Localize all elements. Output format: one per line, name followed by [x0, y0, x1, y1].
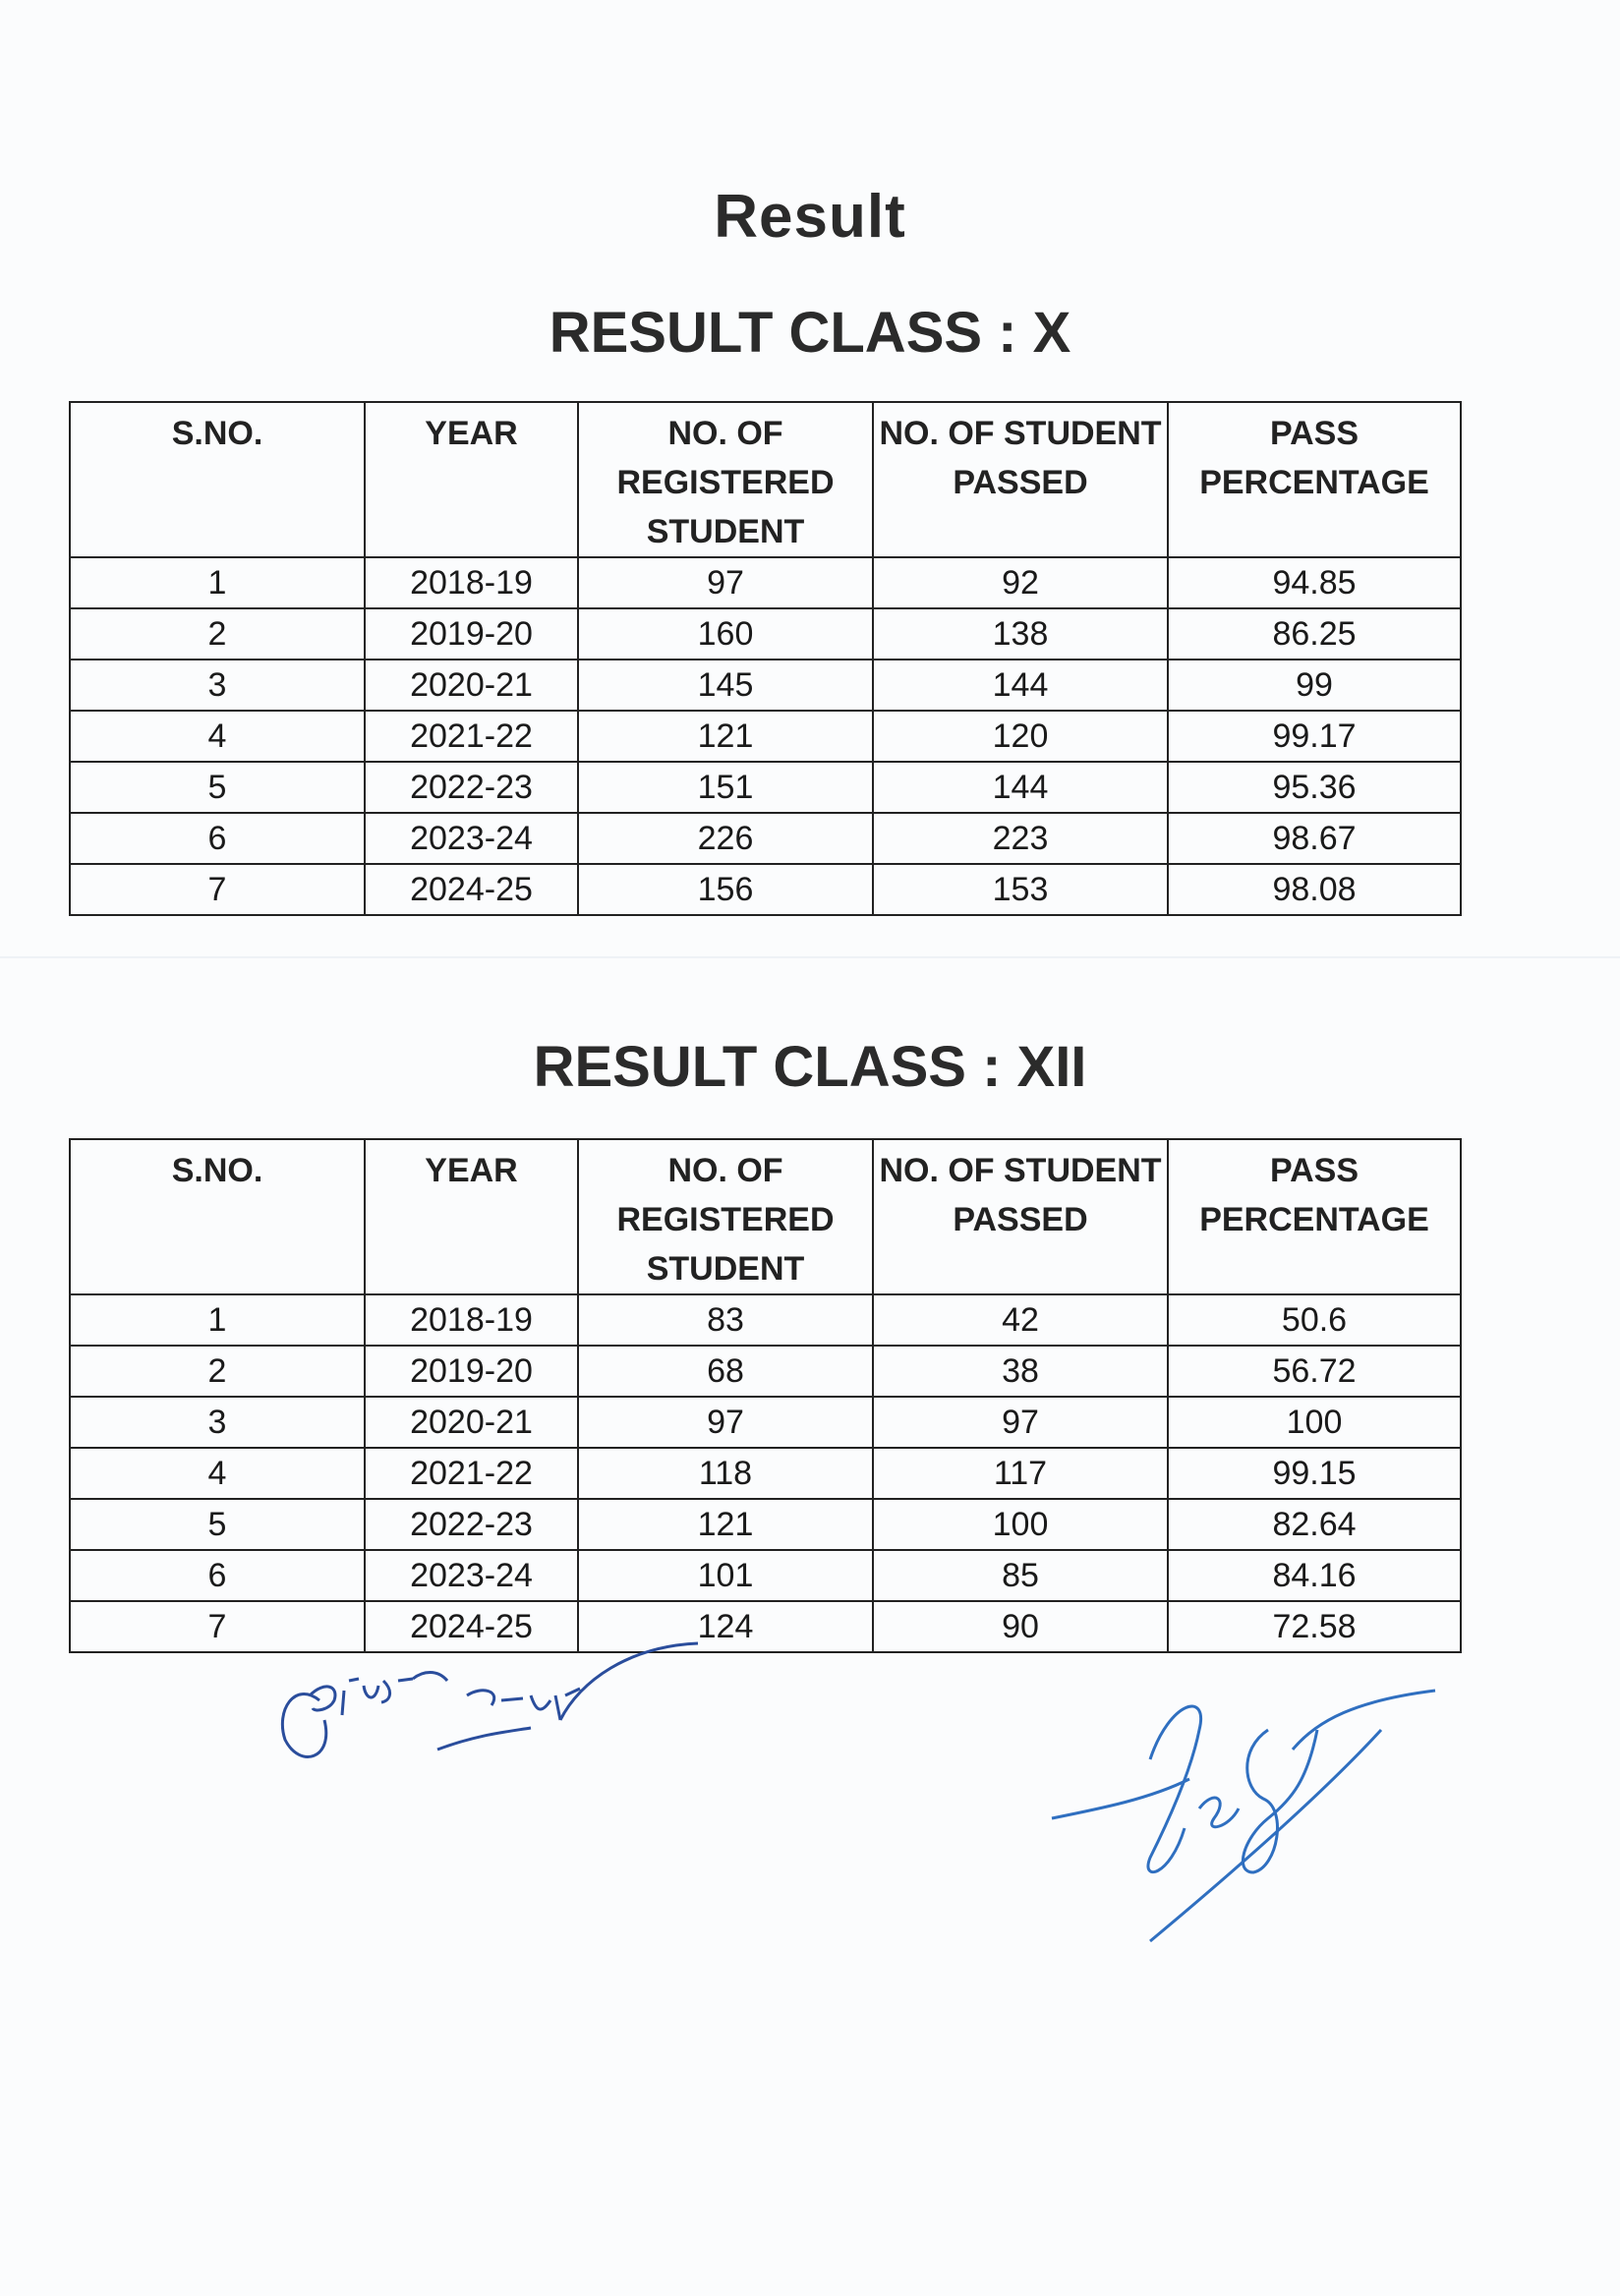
- table-cell: 153: [873, 864, 1168, 915]
- table-cell: 2023-24: [365, 813, 578, 864]
- column-header: PASS PERCENTAGE: [1168, 402, 1461, 557]
- table-cell: 156: [578, 864, 873, 915]
- column-header: YEAR: [365, 402, 578, 557]
- table-cell: 83: [578, 1294, 873, 1346]
- table-cell: 226: [578, 813, 873, 864]
- table-cell: 2024-25: [365, 1601, 578, 1652]
- table-row: [70, 1499, 1461, 1550]
- table-cell: 97: [873, 1397, 1168, 1448]
- table-cell: 121: [578, 1499, 873, 1550]
- table-cell: 2: [70, 1346, 365, 1397]
- table-row: [70, 1397, 1461, 1448]
- section-title-class-xii: RESULT CLASS : XII: [533, 1035, 1087, 1099]
- table-cell: 151: [578, 762, 873, 813]
- table-cell: 95.36: [1168, 762, 1461, 813]
- table-cell: 99.15: [1168, 1448, 1461, 1499]
- table-cell: 7: [70, 1601, 365, 1652]
- table-row: [70, 1294, 1461, 1346]
- table-row: [70, 1448, 1461, 1499]
- table-cell: 6: [70, 813, 365, 864]
- table-cell: 2021-22: [365, 1448, 578, 1499]
- table-cell: 101: [578, 1550, 873, 1601]
- table-cell: 2: [70, 608, 365, 660]
- result-table-class-xii: [69, 1138, 1462, 1653]
- table-cell: 84.16: [1168, 1550, 1461, 1601]
- table-row: [70, 711, 1461, 762]
- table-cell: 90: [873, 1601, 1168, 1652]
- table-cell: 223: [873, 813, 1168, 864]
- table-row: [70, 864, 1461, 915]
- table-cell: 4: [70, 711, 365, 762]
- table-cell: 121: [578, 711, 873, 762]
- table-cell: 2019-20: [365, 608, 578, 660]
- table-cell: 2023-24: [365, 1550, 578, 1601]
- table-cell: 144: [873, 762, 1168, 813]
- table-cell: 85: [873, 1550, 1168, 1601]
- table-cell: 2022-23: [365, 762, 578, 813]
- table-header-row: [70, 1139, 1461, 1294]
- table-cell: 117: [873, 1448, 1168, 1499]
- column-header: S.NO.: [70, 402, 365, 557]
- table-cell: 118: [578, 1448, 873, 1499]
- table-cell: 98.08: [1168, 864, 1461, 915]
- table-cell: 1: [70, 557, 365, 608]
- table-cell: 3: [70, 660, 365, 711]
- table-cell: 97: [578, 557, 873, 608]
- table-cell: 2020-21: [365, 660, 578, 711]
- table-row: [70, 557, 1461, 608]
- table-cell: 145: [578, 660, 873, 711]
- table-row: [70, 608, 1461, 660]
- result-table-class-x: [69, 401, 1462, 916]
- table-cell: 97: [578, 1397, 873, 1448]
- table-cell: 2020-21: [365, 1397, 578, 1448]
- column-header: NO. OF REGISTERED STUDENT: [578, 1139, 873, 1294]
- table-cell: 3: [70, 1397, 365, 1448]
- table-cell: 124: [578, 1601, 873, 1652]
- table-cell: 2018-19: [365, 557, 578, 608]
- column-header: S.NO.: [70, 1139, 365, 1294]
- table-row: [70, 762, 1461, 813]
- table-row: [70, 813, 1461, 864]
- table-cell: 2018-19: [365, 1294, 578, 1346]
- table-cell: 2022-23: [365, 1499, 578, 1550]
- table-cell: 160: [578, 608, 873, 660]
- table-row: [70, 1550, 1461, 1601]
- signature-left: [265, 1641, 708, 1808]
- page-fold-line: [0, 956, 1620, 958]
- table-cell: 2024-25: [365, 864, 578, 915]
- table-cell: 6: [70, 1550, 365, 1601]
- table-cell: 120: [873, 711, 1168, 762]
- signature-right: [1042, 1671, 1455, 1966]
- table-cell: 2019-20: [365, 1346, 578, 1397]
- table-cell: 1: [70, 1294, 365, 1346]
- table-cell: 2021-22: [365, 711, 578, 762]
- table-cell: 86.25: [1168, 608, 1461, 660]
- column-header: NO. OF STUDENT PASSED: [873, 1139, 1168, 1294]
- table-cell: 98.67: [1168, 813, 1461, 864]
- column-header: PASS PERCENTAGE: [1168, 1139, 1461, 1294]
- table-cell: 50.6: [1168, 1294, 1461, 1346]
- page-title: Result: [714, 183, 906, 251]
- table-cell: 68: [578, 1346, 873, 1397]
- table-cell: 56.72: [1168, 1346, 1461, 1397]
- table-cell: 92: [873, 557, 1168, 608]
- column-header: NO. OF STUDENT PASSED: [873, 402, 1168, 557]
- table-cell: 38: [873, 1346, 1168, 1397]
- section-title-class-x: RESULT CLASS : X: [549, 301, 1071, 365]
- table-cell: 5: [70, 1499, 365, 1550]
- table-cell: 99.17: [1168, 711, 1461, 762]
- table-row: [70, 1346, 1461, 1397]
- table-cell: 144: [873, 660, 1168, 711]
- table-cell: 7: [70, 864, 365, 915]
- table-cell: 82.64: [1168, 1499, 1461, 1550]
- table-cell: 99: [1168, 660, 1461, 711]
- table-cell: 42: [873, 1294, 1168, 1346]
- table-cell: 4: [70, 1448, 365, 1499]
- table-cell: 5: [70, 762, 365, 813]
- table-header-row: [70, 402, 1461, 557]
- column-header: YEAR: [365, 1139, 578, 1294]
- table-row: [70, 660, 1461, 711]
- table-cell: 100: [1168, 1397, 1461, 1448]
- table-cell: 100: [873, 1499, 1168, 1550]
- table-cell: 138: [873, 608, 1168, 660]
- table-cell: 72.58: [1168, 1601, 1461, 1652]
- column-header: NO. OF REGISTERED STUDENT: [578, 402, 873, 557]
- table-cell: 94.85: [1168, 557, 1461, 608]
